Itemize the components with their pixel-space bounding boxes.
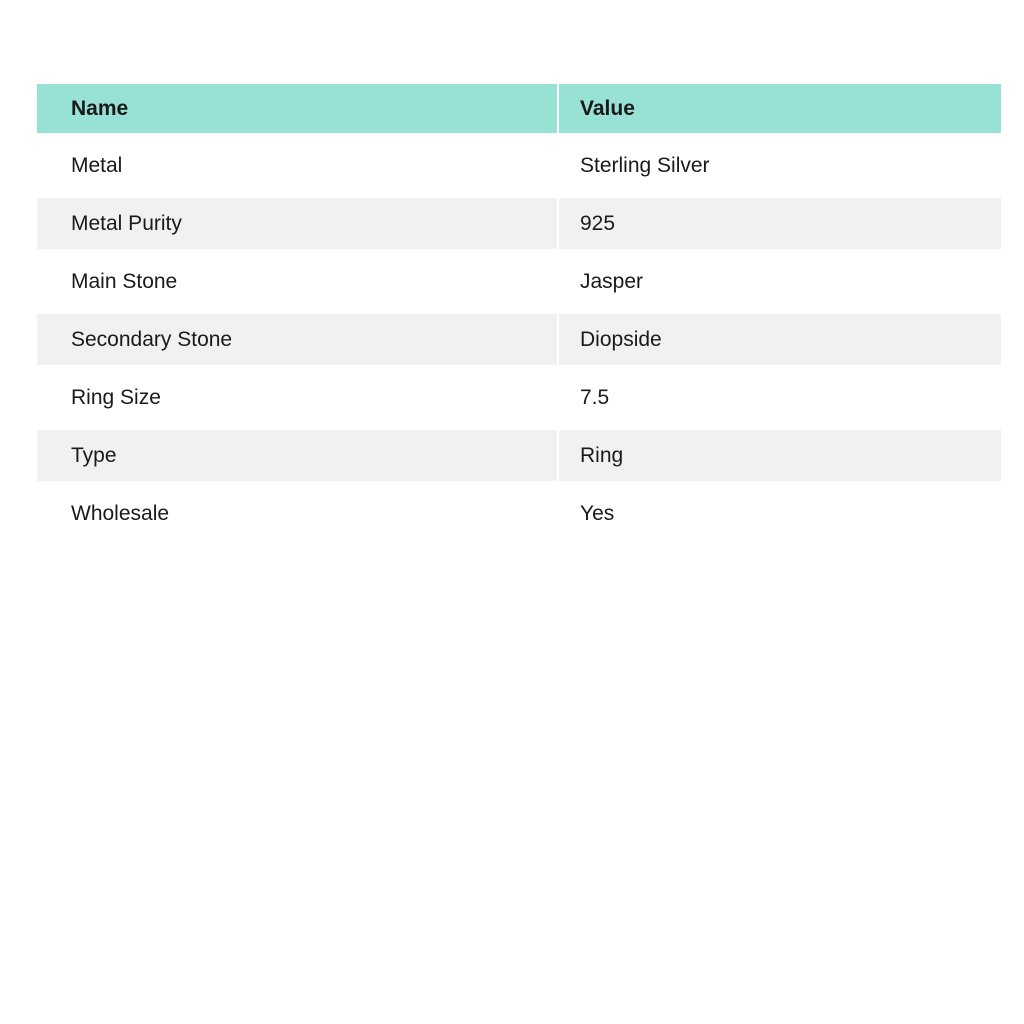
row-value-cell: Jasper (559, 256, 1001, 307)
row-name-cell: Wholesale (37, 488, 557, 539)
column-header-value: Value (559, 84, 1001, 133)
row-name-cell: Secondary Stone (37, 314, 557, 365)
table-row (37, 256, 1001, 307)
row-name-cell: Metal Purity (37, 198, 557, 249)
row-name-cell: Type (37, 430, 557, 481)
table-row (37, 314, 1001, 365)
table-row (37, 488, 1001, 539)
table-row (37, 198, 1001, 249)
table-body (37, 140, 1001, 539)
row-value-cell: Sterling Silver (559, 140, 1001, 191)
row-value-cell: Ring (559, 430, 1001, 481)
column-header-name: Name (37, 84, 557, 133)
row-value-cell: Diopside (559, 314, 1001, 365)
table-row (37, 140, 1001, 191)
attributes-table (35, 77, 1003, 546)
table-row (37, 430, 1001, 481)
table-header-row (37, 84, 1001, 133)
row-value-cell: 7.5 (559, 372, 1001, 423)
row-value-cell: Yes (559, 488, 1001, 539)
row-name-cell: Ring Size (37, 372, 557, 423)
table-row (37, 372, 1001, 423)
row-name-cell: Metal (37, 140, 557, 191)
row-name-cell: Main Stone (37, 256, 557, 307)
row-value-cell: 925 (559, 198, 1001, 249)
